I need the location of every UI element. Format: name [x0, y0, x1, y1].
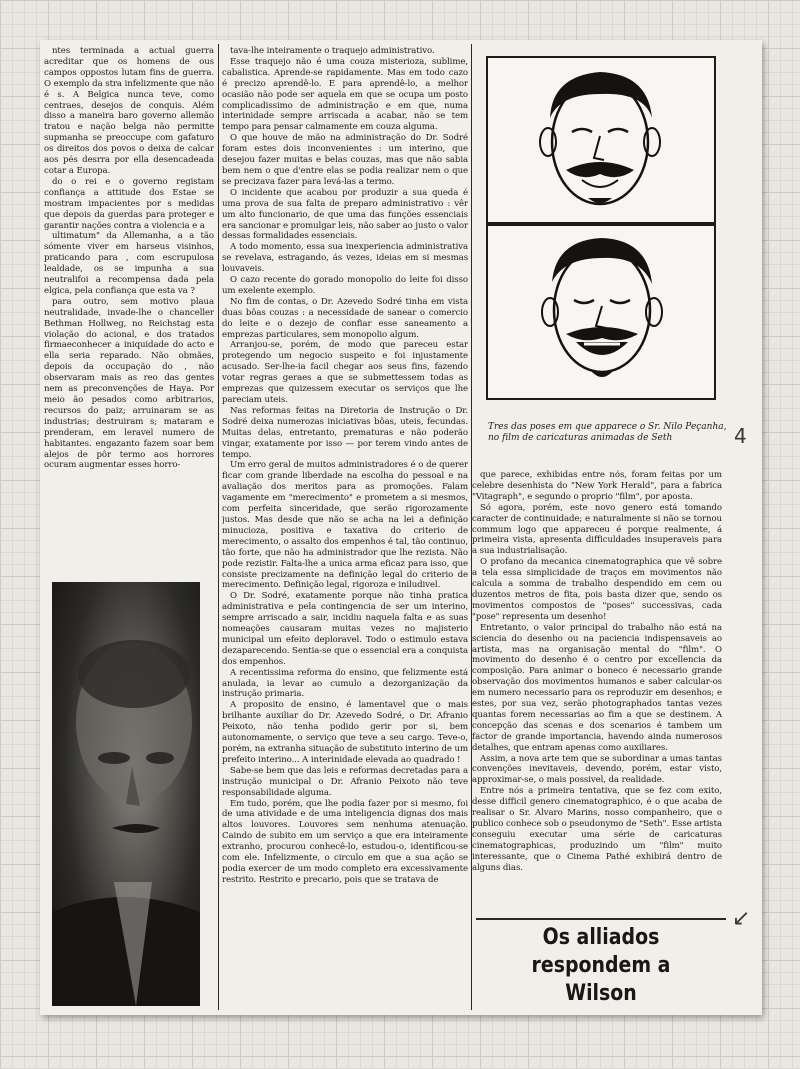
newspaper-clipping: [40, 40, 762, 1015]
col3-paragraph: Só agora, porém, este novo genero está tomando caracter de continuidade; e naturalmente si não se tornou commum logo que appareceu é porque realmente, á primeira vista, apresenta difficuldades insuperaveis para a sua industrialisação.: [472, 502, 722, 557]
column-rule: [218, 44, 219, 1010]
col2-paragraph: O Dr. Sodré, exatamente porque não tinha pratica administrativa e pela contingencia de ser um interino, sempre arriscado a sair, incidiu naquela falta e as suas nomeações causaram muitas vezes no majisterio municipal um efeito deploravel. Todo o estimulo estava dezaparecendo. Sentia-se que o essencial era a conquista dos empenhos.: [222, 591, 468, 667]
col2-paragraph: A todo momento, essa sua inexperiencia administrativa se revelava, estragando, ás vezes, ideias em si mesmas louvaveis.: [222, 242, 468, 275]
col2-paragraph: A recentissima reforma do ensino, que felizmente está anulada, ia levar ao cumulo a dezorganização da instrução primaria.: [222, 667, 468, 700]
col2-paragraph: A proposito de ensino, é lamentavel que o mais brilhante auxiliar do Dr. Azevedo Sodré, o Dr. Afranio Peixoto, não tenha podido gerir por si, bem autonomamente, o serviço que teve a seu cargo. Teve-o, porém, na extranha situação de substituto interino de um prefeito interino... A interinidade elevada ao quadrado !: [222, 700, 468, 765]
col2-paragraph: No fim de contas, o Dr. Azevedo Sodré tinha em vista duas bôas couzas : a necessidade de sanear o comercio do leite e o dezejo de confiar esse saneamento a emprezas particulares, sem monopolio algum.: [222, 296, 468, 340]
column-middle: [222, 46, 468, 1010]
col1-paragraph: para outro, sem motivo plaua neutralidade, invade-lhe o chanceller Bethman Hollweg, no Reichstag esta violação do acional, e dos tratados firmaeconhecer a iniquidade do acto e ella seria reparado. Não obmães, depois da occupação do , não observaram mais as reo das gentes nem as preconvenções de Haya. Por meio ão pesados como arbitrarios, recursos do paiz; arruinaram se as industrias; destruiram s; mataram e prenderam, em leravel numero de habitantes. engazanto fazem soar bem alejos de pôr termo aos horrores ocuram augmentar esses horro-: [44, 296, 214, 471]
headline-rule: [476, 918, 726, 920]
col3-paragraph: Entretanto, o valor principal do trabalho não está na sciencia do desenho ou na paciencia indispensaveis ao artista, mas na organisação mental do "film". O movimento do desenho é o centro por excellencia da composição. Para animar o boneco é necessario grande observação dos movimentos humanos e saber calcular-os em numero necessario para os reproduzir em desenhos; e estes, por sua vez, serão photographados tantas vezes quantas forem necessarias ao fim a que se destinem. A concepção das scenas e dos scenarios é tambem um factor de grande importancia, havendo ainda numerosos detalhes, que entram apenas como auxiliares.: [472, 622, 722, 753]
portrait-figure: [52, 582, 200, 1006]
col2-paragraph: Esse traquejo não é uma couza misterioza, sublime, cabalistica. Aprende-se rapidamente. Mas em todo cazo é precizo aprendê-lo. E para aprendê-lo, a melhor ocasião não pode ser aquela em que se ocupa um posto complicadissimo de administração e em que, numa interinidade sempre arriscada a acabar, não se tem tempo para pensar calmamente em couza alguma.: [222, 56, 468, 133]
caricature-grinning-icon: [488, 226, 714, 398]
headline: [494, 924, 709, 1008]
col2-paragraph: O que houve de mão na administração do Dr. Sodré foram estes dois inconvenientes : um interino, que desejou fazer muitas e belas couzas, mas que não sabia bem nem o que d'entre elas se podia realizar nem o que se precizava fazer para levá-las a termo.: [222, 133, 468, 187]
col2-paragraph: Nas reformas feitas na Diretoria de Instrução o Dr. Sodré deixa numerozas iniciativas bôas, uteis, fecundas. Muitas delas, entretanto, prematuras e não poderão vingar, exatamente por isso — por terem vindo antes de tempo.: [222, 405, 468, 460]
col1-paragraph: ntes terminada a actual guerra acreditar que os homens de ous campos oppostos lutam fins de guerra. O exemplo da stra infelizmente que não é s. A Belgica nunca teve, como centraes, desejos de conquis. Além disso a maneira baro governo allemão tratou e nação belga não permitte supmanha se preoccupe com gafaturo os direitos dos povos o deixa de calcar aos pés desrra por ella desencadeada cotar a Europa.: [44, 46, 214, 176]
col3-paragraph: Entre nós a primeira tentativa, que se fez com exito, desse difficil genero cinematographico, é o que acaba de realisar o Sr. Alvaro Marins, nosso companheiro, que o publico conhece sob o pseudonymo de "Seth". Esse artista conseguiu executar uma série de caricaturas cinematographicas, produzindo um "film" muito interessante, que o Cinema Pathé exhibirá dentro de alguns dias.: [472, 786, 722, 873]
col3-paragraph: O profano da mecanica cinematographica que vê sobre a tela essa simplicidade de traços em movimentos não calcula a somma de trabalho despendido em cem ou duzentos metros de fita, pois basta dizer que, sendo os movimentos compostos de "poses" successivas, cada "pose" representa um desenho!: [472, 557, 722, 622]
col1-paragraph: ultimatum" da Allemanha, a a tão sómente viver em harseus visinhos, praticando para , com escrupulosa lealdade, os se impunha a sua neutralifoi a recompensa dada pela elgica, pela confiança que esta va ?: [44, 231, 214, 296]
col1-paragraph: do o rei e o governo registam confiança a attitude dos Estae se mostram impacientes por s medidas que depois da guerdas para proteger e garantir nações contra a violencia e a: [44, 176, 214, 231]
col3-paragraph: que parece, exhibidas entre nós, foram feitas por um celebre desenhista do "New York Herald", para a fabrica "Vitagraph", e segundo o proprio "film", por aposta.: [472, 470, 722, 502]
col2-paragraph: Em tudo, porém, que lhe podia fazer por si mesmo, foi de uma atividade e de uma inteligencia dignas dos mais altos louvores. Louvores sem nenhuma atenuação. Caindo de subito em um serviço a que era inteiramente extranho, procurou conhecê-lo, estudou-o, identificou-se com ele. Infelizmente, o circulo em que a sua ação se podia exercer de um modo completo era excessivamente restrito. Restrito e precario, pois que se tratava de: [222, 798, 468, 885]
col2-paragraph: tava-lhe inteiramente o traquejo administrativo.: [230, 46, 435, 56]
col2-paragraph: Sabe-se bem que das leis e reformas decretadas para a instrução municipal o Dr. Afranio Peixoto não teve responsabilidade alguma.: [222, 765, 468, 798]
portrait-photo: [52, 582, 200, 1006]
margin-mark-number: 4: [734, 424, 747, 448]
margin-mark-arrow: ↙: [732, 906, 751, 931]
headline-line-1: Os alliados respondem a: [531, 925, 671, 978]
column-left: [44, 46, 214, 594]
caricature-laughing-icon: [488, 58, 714, 222]
cartoon-frame-bottom: [486, 224, 716, 400]
column-right: [472, 470, 722, 910]
col2-paragraph: O incidente que acabou por produzir a sua queda é uma prova de sua falta de preparo administrativo : vêr um alto funcionario, de que uma das funções essenciais era sancionar e promulgar leis, não saber ao justo o valor dessas formalidades essenciais.: [222, 187, 468, 242]
headline-line-2: Wilson: [565, 981, 637, 1006]
col2-paragraph: O cazo recente do gorado monopolio do leite foi disso um exelente exemplo.: [222, 275, 468, 296]
cartoon-frame-top: [486, 56, 716, 224]
col2-paragraph: Arranjou-se, porém, de modo que pareceu estar protegendo um negocio suspeito e foi injustamente acusado. Ser-lhe-ia facil chegar aos seus fins, fazendo votar regras geraes a que se submettessem todas as emprezas que quizessem executar os serviços que lhe pareciam uteis.: [222, 340, 468, 405]
col3-paragraph: Assim, a nova arte tem que se subordinar a umas tantas convenções inevitaveis, devendo, porém, estar visto, approximar-se, o mais possivel, da realidade.: [472, 753, 722, 786]
col2-paragraph: Um erro geral de muitos administradores é o de querer ficar com grande liberdade na escolha do pessoal e na avaliação dos meritos para as promoções. Falam vagamente em "merecimento" e prometem a si mesmos, com perfeita sinceridade, que serão rigorozamente justos. Mas desde que não se acha na lei a definição minucioza, positiva e taxativa do criterio de merecimento, o assalto dos empenhos é tal, tão continuo, tão forte, que não ha administrador que lhe rezista. Não pode rezistir. Falta-lhe a unica arma eficaz para isso, que consiste precizamente na definição legal do criterio de merecimento. Definição legal, rigoroza e iniludivel.: [222, 460, 468, 591]
cartoon-caption: Tres das poses em que apparece o Sr. Nilo Peçanha, no film de caricaturas animadas de Seth: [488, 422, 727, 443]
